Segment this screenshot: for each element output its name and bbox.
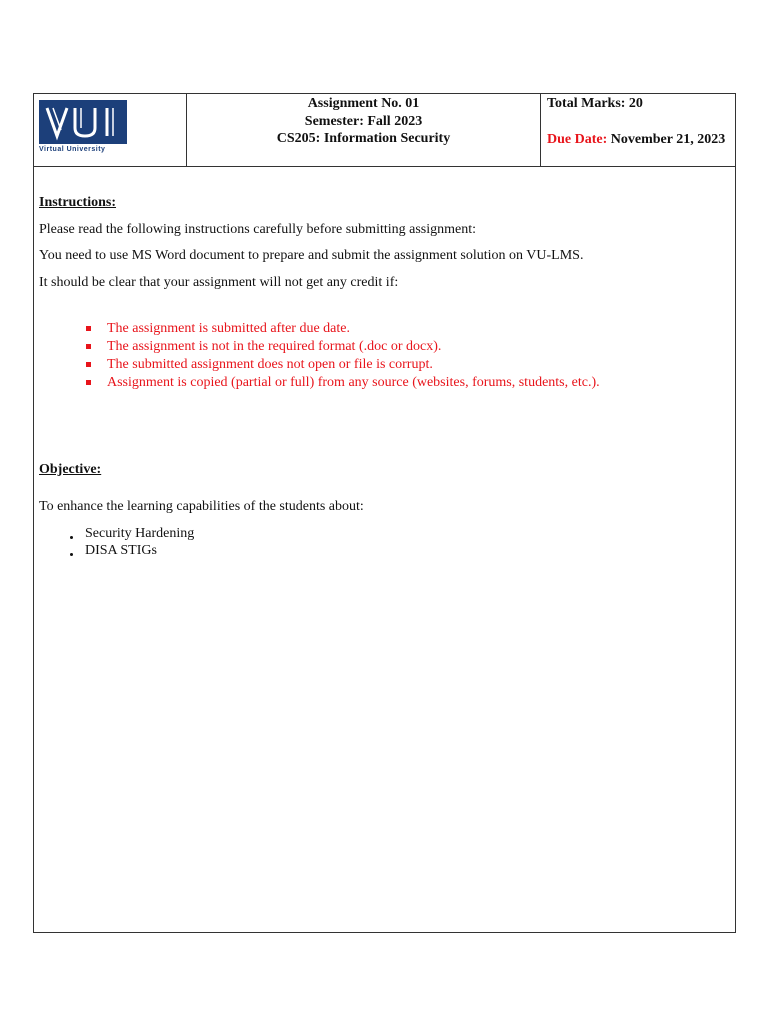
due-date-value: November 21, 2023 (607, 131, 726, 147)
vu-logo (39, 100, 127, 156)
bullet-icon (70, 553, 73, 556)
objective-item: Security Hardening (85, 526, 195, 541)
semester: Semester: Fall 2023 (304, 113, 423, 129)
document-frame (33, 93, 736, 933)
objective-list (68, 525, 194, 559)
instruction-line: Please read the following instructions carefully before submitting assignment: (39, 222, 477, 237)
list-item (86, 320, 600, 338)
square-bullet-icon (86, 380, 91, 385)
objective-heading: Objective: (39, 462, 102, 477)
total-marks: Total Marks: 20 (547, 96, 643, 111)
title-cell (187, 94, 541, 166)
due-date (547, 131, 737, 149)
marks-cell (541, 94, 737, 166)
list-item (86, 356, 600, 374)
list-item (86, 338, 600, 356)
square-bullet-icon (86, 362, 91, 367)
instruction-line: You need to use MS Word document to prepare and submit the assignment solution on VU-LMS. (39, 248, 584, 263)
instructions-heading: Instructions: (39, 195, 117, 210)
condition-text: Assignment is copied (partial or full) from any source (websites, forums, students, etc.). (107, 375, 600, 390)
due-date-label: Due Date: (547, 131, 608, 147)
list-item (68, 542, 194, 559)
list-item (86, 374, 600, 392)
objective-item: DISA STIGs (85, 543, 157, 558)
condition-text: The submitted assignment does not open or file is corrupt. (107, 357, 433, 372)
square-bullet-icon (86, 344, 91, 349)
square-bullet-icon (86, 326, 91, 331)
credit-conditions-list (86, 320, 600, 392)
assignment-number: Assignment No. 01 (307, 96, 420, 111)
condition-text: The assignment is not in the required format (.doc or docx). (107, 339, 442, 354)
logo-cell (34, 94, 187, 166)
condition-text: The assignment is submitted after due date. (107, 321, 350, 336)
objective-intro: To enhance the learning capabilities of the students about: (39, 499, 364, 514)
logo-caption: Virtual University (39, 146, 106, 153)
instruction-line: It should be clear that your assignment will not get any credit if: (39, 275, 399, 290)
bullet-icon (70, 536, 73, 539)
course-title: CS205: Information Security (276, 131, 451, 146)
vu-logo-mark (39, 100, 127, 144)
header-table (34, 94, 735, 167)
list-item (68, 525, 194, 542)
